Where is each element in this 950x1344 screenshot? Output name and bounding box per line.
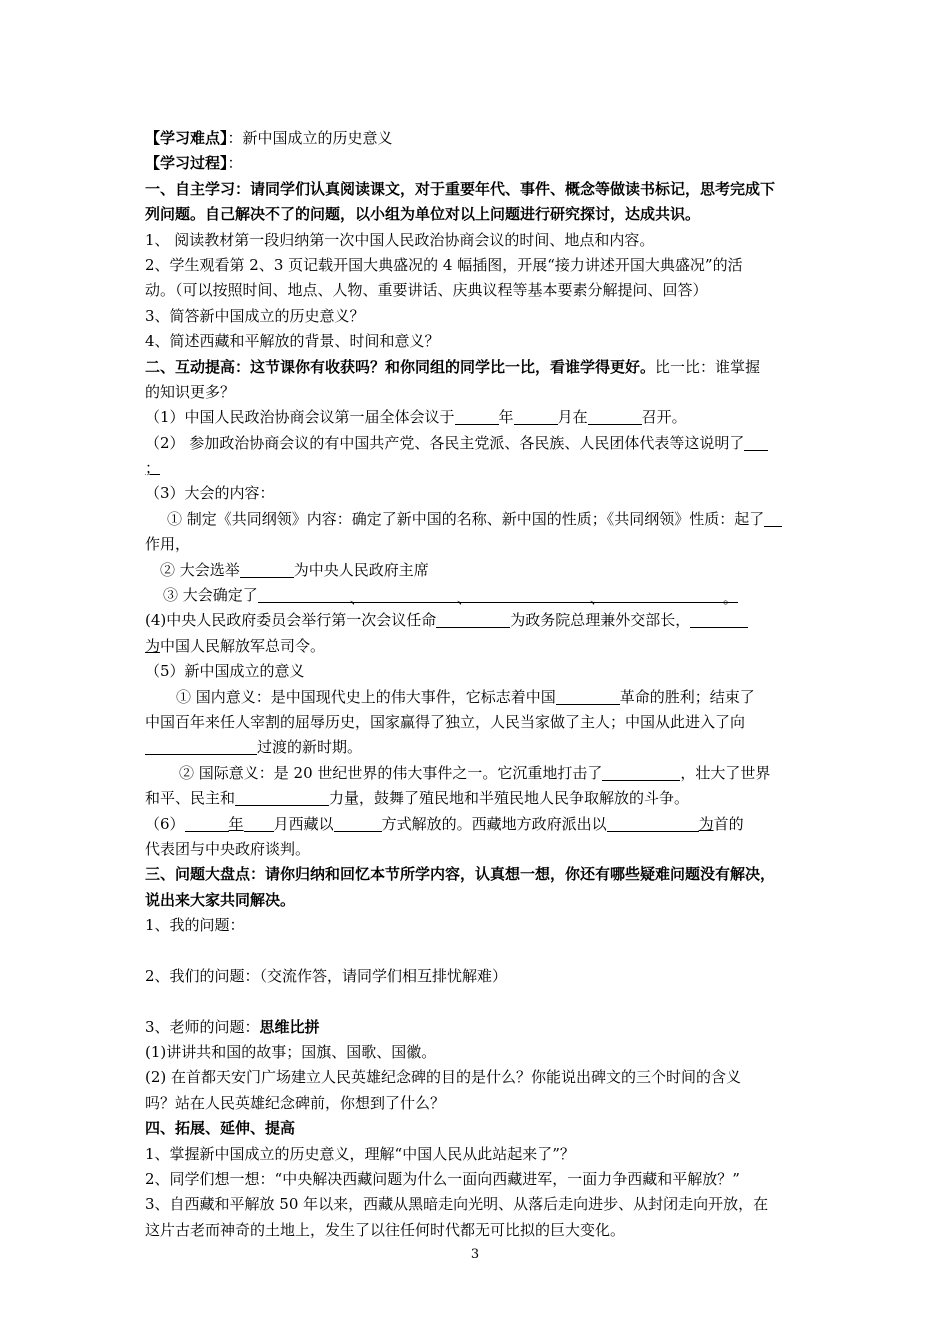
section1-q4: 4、简述西藏和平解放的背景、时间和意义？ [145,332,440,351]
difficulty-text: ：新中国成立的历史意义 [227,129,393,147]
section3-q1: 1、我的问题： [145,916,245,935]
section2-title-bold: 二、互动提高：这节课你有收获吗？和你同组的同学比一比，看谁学得更好。 [145,357,656,376]
fill-5: （5）新中国成立的意义 [145,662,305,681]
fill-3-1-text: ① 制定《共同纲领》内容：确定了新中国的名称、新中国的性质；《共同纲领》性质：起了 [167,509,765,528]
fill-3-1 [145,507,813,532]
section3-q3-bold: 思维比拼 [259,1017,320,1036]
blank[interactable] [602,764,680,781]
blank[interactable] [244,815,274,832]
fill-3-3-text: ③ 大会确定了 [163,586,258,605]
fill-4-text: (4)中央人民政府委员会举行第一次会议任命 [145,611,437,630]
section2-title [145,355,813,380]
section3-p2: (2) 在首都天安门广场建立人民英雄纪念碑的目的是什么？你能说出碑文的三个时间的含义 [145,1068,742,1087]
fill-1-end: 召开。 [641,408,687,427]
fill-3: （3）大会的内容： [145,484,275,503]
page-number: 3 [470,1247,480,1262]
fill-3-3 [145,583,813,608]
fill-4 [145,608,813,633]
section3-p1: (1)讲讲共和国的故事；国旗、国歌、国徽。 [145,1043,437,1062]
section3-title: 三、问题大盘点：请你归纳和回忆本节所学内容，认真想一想，你还有哪些疑难问题没有解决， [145,865,776,884]
blank[interactable] [185,815,229,832]
fill-6-mid: 方式解放的。西藏地方政府派出以 [381,814,607,833]
blank[interactable] [472,586,590,603]
section1-title-cont: 列问题。自己解决不了的问题，以小组为单位对以上问题进行研究探讨，达成共识。 [145,205,701,224]
fill-1-month: 月在 [557,408,588,427]
fill-5-1-end: 过渡的新时期。 [257,738,363,757]
difficulty-label: 【学习难点】 [145,129,228,147]
section3-q3 [145,1015,813,1040]
section1-q1: 1、 阅读教材第一段归纳第一次中国人民政治协商会议的时间、地点和内容。 [145,230,655,249]
blank[interactable] [365,586,457,603]
fill-6-month: 月西藏以 [273,814,334,833]
fill-4-end: 中国人民解放军总司令。 [160,636,326,655]
fill-3-1-cont: 作用， [145,535,191,554]
section1-title: 一、自主学习：请同学们认真阅读课文，对于重要年代、事件、概念等做读书标记，思考完成下 [145,179,776,198]
fill-5-2-text: ② 国际意义：是 20 世纪世界的伟大事件之一。它沉重地打击了 [179,763,603,782]
fill-5-1-cont: 中国百年来任人宰割的屈辱历史，国家赢得了独立，人民当家做了主人；中国从此进入了向 [145,712,746,731]
process-label: 【学习过程】 [145,154,228,173]
fill-2 [145,431,813,456]
spacer [145,939,813,964]
section2-title-cont: 的知识更多？ [145,382,236,401]
blank[interactable] [455,408,499,425]
sep: 、 [590,586,605,603]
fill-2-text: （2） 参加政治协商会议的有中国共产党、各民主党派、各民族、人民团体代表等这说明了 [145,433,745,452]
fill-4-cont [145,634,813,659]
fill-5-2-end: 力量，鼓舞了殖民地和半殖民地人民争取解放的斗争。 [329,789,690,808]
fill-5-1-mid: 革命的胜利；结束了 [619,687,755,706]
fill-4-mid: 为政务院总理兼外交部长， [510,611,691,630]
fill-3-2-end: 为中央人民政府主席 [293,560,429,579]
blank[interactable] [436,611,510,628]
section2-title-rest: 比一比：谁掌握 [655,357,761,376]
fill-2-cont [145,456,813,481]
blank[interactable] [514,408,558,425]
fill-5-2-mid: ，壮大了世界 [680,763,771,782]
blank[interactable] [240,561,294,578]
section4-q3-cont: 这片古老而神奇的土地上，发生了以往任何时代都无可比拟的巨大变化。 [145,1220,626,1239]
fill-2-end: ； [145,459,161,478]
fill-5-2 [145,761,813,786]
blank[interactable] [744,434,768,451]
difficulty-line [145,126,813,151]
section4-q1: 1、掌握新中国成立的历史意义，理解“中国人民从此站起来了”？ [145,1144,575,1163]
sep: 、 [350,586,365,603]
fill-5-1 [145,685,813,710]
fill-6-cont: 代表团与中央政府谈判。 [145,839,311,858]
period: 。 [723,586,738,603]
blank[interactable] [334,815,382,832]
blank[interactable] [556,688,620,705]
process-colon: ： [227,154,243,173]
section4-q3: 3、自西藏和平解放 50 年以来，西藏从黑暗走向光明、从落后走向进步、从封闭走向开放，在 [145,1195,769,1214]
fill-1-year: 年 [498,408,514,427]
blank[interactable] [588,408,642,425]
blank[interactable] [235,789,329,806]
section3-q2: 2、我们的问题：（交流作答，请同学们相互排忧解难） [145,966,508,985]
fill-6-text: （6） [145,814,185,833]
section4-title: 四、拓展、延伸、提高 [145,1119,296,1138]
blank[interactable] [607,815,699,832]
section3-p2-cont: 吗？站在人民英雄纪念碑前，你想到了什么？ [145,1093,446,1112]
blank[interactable] [145,738,257,755]
document-body [145,126,813,1243]
fill-6-end: 首的 [713,814,744,833]
fill-6-year: 年 [228,814,244,833]
fill-6-wei: 为 [698,814,714,833]
fill-5-1-cont2 [145,735,813,760]
sep: 、 [457,586,472,603]
blank[interactable] [258,586,350,603]
section3-q3-text: 3、老师的问题： [145,1017,260,1036]
fill-1 [145,405,813,430]
fill-5-2-text2: 和平、民主和 [145,789,236,808]
blank[interactable] [764,510,782,527]
fill-6 [145,812,813,837]
fill-1-text: （1）中国人民政治协商会议第一届全体会议于 [145,408,455,427]
section1-q3: 3、简答新中国成立的历史意义？ [145,306,365,325]
section4-q2: 2、同学们想一想：“中央解决西藏问题为什么一面向西藏进军，一面力争西藏和平解放？” [145,1170,740,1189]
section1-q2-cont: 动。（可以按照时间、地点、人物、重要讲话、庆典议程等基本要素分解提问、回答） [145,281,708,300]
fill-3-2-text: ② 大会选举 [160,560,240,579]
fill-5-2-cont [145,786,813,811]
fill-4-wei: 为 [145,636,161,655]
blank[interactable] [605,586,723,603]
section3-title-cont: 说出来大家共同解决。 [145,890,296,909]
fill-3-2 [145,558,813,583]
process-line [145,151,813,176]
fill-5-1-text: ① 国内意义：是中国现代史上的伟大事件，它标志着中国 [176,687,556,706]
section1-q2: 2、学生观看第 2、3 页记载开国大典盛况的 4 幅插图，开展“接力讲述开国大典盛况”的活 [145,255,743,274]
spacer [145,989,813,1014]
blank[interactable] [690,611,748,628]
